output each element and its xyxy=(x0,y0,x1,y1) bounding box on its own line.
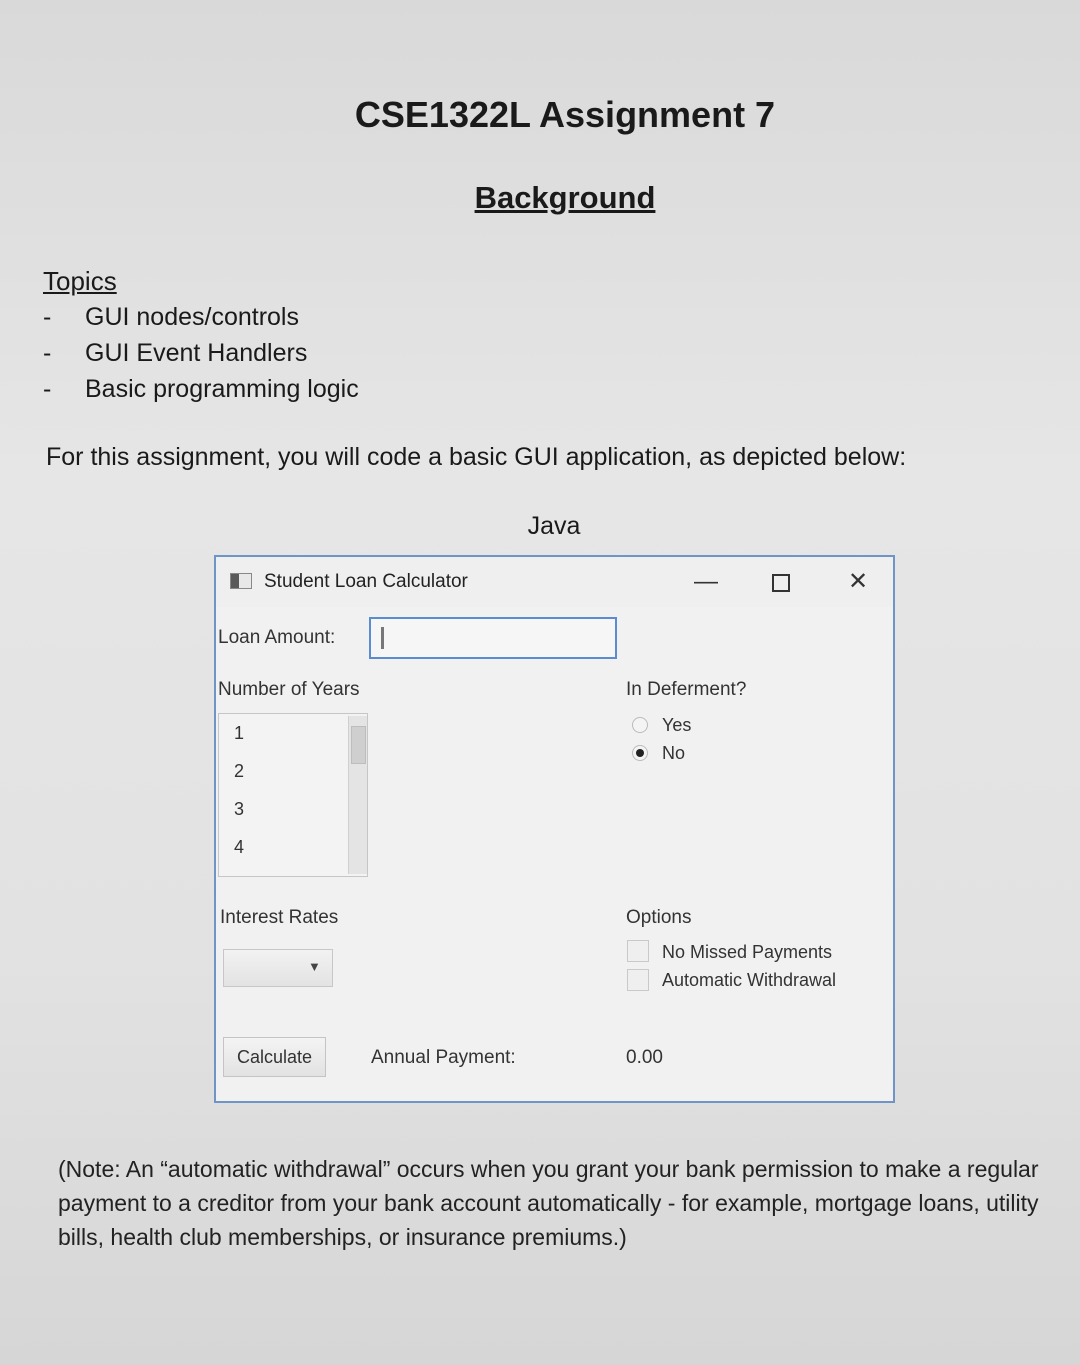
list-item[interactable]: 3 xyxy=(234,799,245,819)
deferment-no-label[interactable]: No xyxy=(662,743,686,763)
years-listbox[interactable] xyxy=(218,713,368,877)
deferment-yes-label[interactable]: Yes xyxy=(662,715,692,735)
minimize-icon[interactable]: — xyxy=(694,568,718,595)
number-of-years-label: Number of Years xyxy=(218,679,360,700)
window-titlebar xyxy=(216,557,893,607)
topic-item: - GUI Event Handlers xyxy=(43,339,308,367)
list-item[interactable]: 1 xyxy=(234,723,245,743)
figure-label: Java xyxy=(527,512,581,540)
listbox-scrollbar[interactable] xyxy=(348,716,367,874)
window-title: Student Loan Calculator xyxy=(264,571,468,592)
calculate-button[interactable]: Calculate xyxy=(223,1037,326,1077)
interest-rates-label: Interest Rates xyxy=(220,907,339,928)
section-heading: Background xyxy=(474,180,656,215)
text-caret xyxy=(381,627,384,649)
deferment-yes-radio[interactable] xyxy=(632,717,648,733)
topic-item: - Basic programming logic xyxy=(43,375,359,403)
automatic-withdrawal-label[interactable]: Automatic Withdrawal xyxy=(662,970,837,990)
loan-amount-input[interactable] xyxy=(369,617,617,659)
list-item[interactable]: 2 xyxy=(234,761,245,781)
maximize-icon[interactable] xyxy=(756,565,806,599)
note-paragraph: (Note: An “automatic withdrawal” occurs when you grant your bank permission to make a regular payment to a creditor from your bank account automatically - for example, mortgage loans, utility bills, health club memberships, or insurance premiums.) xyxy=(58,1156,1039,1250)
no-missed-payments-checkbox[interactable] xyxy=(627,940,649,962)
chevron-down-icon: ▼ xyxy=(308,959,321,974)
list-item[interactable]: 4 xyxy=(234,837,245,857)
options-label: Options xyxy=(626,907,692,928)
no-missed-payments-label[interactable]: No Missed Payments xyxy=(662,942,833,962)
automatic-withdrawal-checkbox[interactable] xyxy=(627,969,649,991)
close-icon[interactable]: ✕ xyxy=(847,568,869,595)
annual-payment-label: Annual Payment: xyxy=(371,1047,516,1068)
scrollbar-thumb[interactable] xyxy=(351,726,366,764)
deferment-no-radio[interactable] xyxy=(632,745,648,761)
interest-rates-combobox[interactable] xyxy=(223,949,333,987)
app-icon xyxy=(230,573,252,589)
loan-amount-label: Loan Amount: xyxy=(218,627,336,648)
annual-payment-value: 0.00 xyxy=(626,1047,663,1068)
topics-heading: Topics xyxy=(43,266,117,296)
topic-item: - GUI nodes/controls xyxy=(43,303,299,331)
in-deferment-label: In Deferment? xyxy=(626,679,747,700)
document-title: CSE1322L Assignment 7 xyxy=(354,94,776,135)
student-loan-calculator-window xyxy=(214,555,895,1103)
intro-paragraph: For this assignment, you will code a basic GUI application, as depicted below: xyxy=(46,443,907,471)
